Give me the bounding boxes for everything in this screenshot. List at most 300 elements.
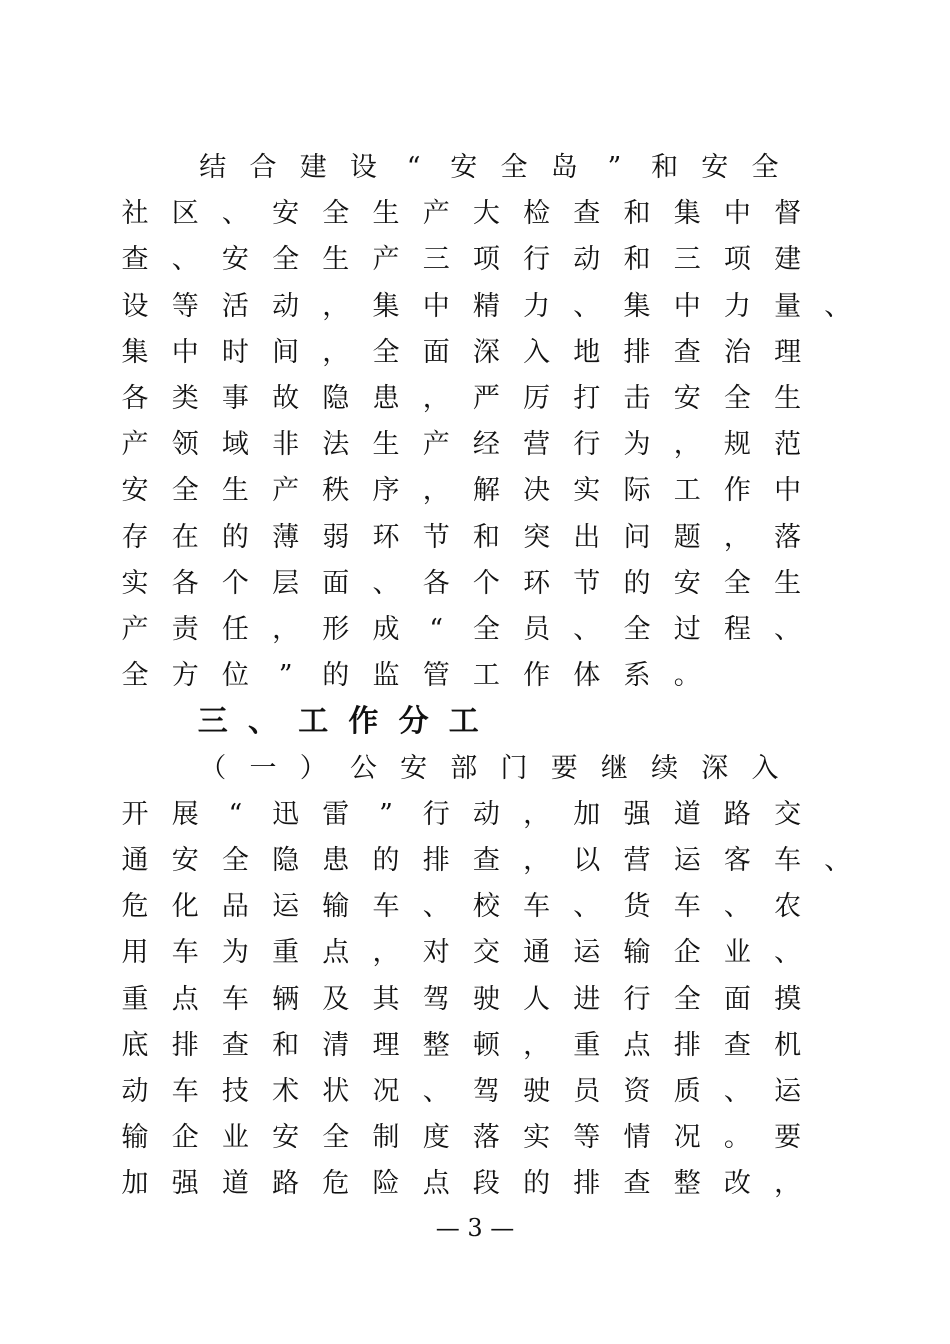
text-char: 各 xyxy=(121,383,149,414)
text-char: ， xyxy=(422,383,450,414)
text-char: 工 xyxy=(298,704,329,740)
text-char: 道 xyxy=(673,798,701,830)
text-char: 层 xyxy=(272,567,300,599)
text-char: 岛 xyxy=(550,152,578,183)
text-char: 术 xyxy=(272,1076,300,1107)
text-char: 任 xyxy=(221,614,249,645)
text-char: 车 xyxy=(171,1076,199,1107)
text-char: 理 xyxy=(774,336,802,368)
text-char: 情 xyxy=(623,1122,651,1154)
text-char: 况 xyxy=(673,1122,701,1154)
text-line xyxy=(0,145,950,191)
text-char: 全 xyxy=(472,614,500,645)
text-char: 品 xyxy=(221,891,249,923)
text-char: 个 xyxy=(221,567,249,599)
text-char: 重 xyxy=(272,937,300,969)
text-char: 运 xyxy=(573,937,601,969)
text-char: 责 xyxy=(171,614,199,645)
text-char: 安 xyxy=(450,152,478,183)
text-char: 排 xyxy=(171,1029,199,1061)
text-char: 况 xyxy=(372,1076,400,1107)
text-line xyxy=(0,515,950,561)
text-char: 等 xyxy=(171,290,199,322)
text-char: 全 xyxy=(322,198,350,230)
text-char: 和 xyxy=(272,1029,300,1061)
text-char: 改 xyxy=(723,1168,751,1200)
text-char: 、 xyxy=(221,198,249,230)
text-char: 全 xyxy=(751,152,779,183)
text-line xyxy=(0,1023,950,1069)
text-char: 安 xyxy=(400,752,428,784)
text-char: 业 xyxy=(723,937,751,969)
text-char: （ xyxy=(199,752,227,784)
text-char: “ xyxy=(429,614,444,645)
text-char: 的 xyxy=(523,1168,551,1200)
text-char: 员 xyxy=(573,1076,601,1107)
text-char: 过 xyxy=(673,614,701,645)
text-char: 员 xyxy=(523,614,551,645)
text-char: 机 xyxy=(774,1029,802,1061)
text-char: 安 xyxy=(272,1122,300,1154)
text-char: 生 xyxy=(322,244,350,276)
text-char: 监 xyxy=(372,660,400,692)
text-char: 路 xyxy=(272,1168,300,1200)
text-char: 车 xyxy=(372,891,400,923)
text-char: 、 xyxy=(422,891,450,923)
text-char: 的 xyxy=(221,521,249,553)
text-char: 和 xyxy=(651,152,679,183)
text-char: 一 xyxy=(249,752,277,784)
text-char: 公 xyxy=(349,752,377,784)
text-char: 全 xyxy=(171,475,199,507)
text-char: 环 xyxy=(372,521,400,553)
text-char: 建 xyxy=(299,152,327,183)
text-char: 节 xyxy=(422,521,450,553)
text-char: 化 xyxy=(171,891,199,923)
text-char: 力 xyxy=(723,290,751,322)
text-char: 道 xyxy=(221,1168,249,1200)
page-number: — 3 — xyxy=(435,1214,515,1242)
text-char: 动 xyxy=(121,1076,149,1107)
text-char: 整 xyxy=(422,1029,450,1061)
text-char: 位 xyxy=(221,660,249,692)
text-char: 、 xyxy=(248,704,278,740)
text-char: 雷 xyxy=(322,798,350,830)
text-char: 门 xyxy=(500,752,528,784)
text-char: 为 xyxy=(623,429,651,461)
text-char: 校 xyxy=(472,891,500,923)
text-char: 法 xyxy=(322,429,350,461)
text-char: 货 xyxy=(623,891,651,923)
text-char: 的 xyxy=(372,845,400,876)
text-char: 全 xyxy=(500,152,528,183)
text-char: 作 xyxy=(723,475,751,507)
text-char: 运 xyxy=(673,845,701,876)
text-char: 突 xyxy=(523,521,551,553)
text-char: 输 xyxy=(121,1122,149,1154)
text-char: ， xyxy=(322,290,350,322)
text-char: 领 xyxy=(171,429,199,461)
text-char: 工 xyxy=(673,475,701,507)
text-char: 行 xyxy=(623,983,651,1015)
text-char: 行 xyxy=(523,244,551,276)
text-char: 、 xyxy=(573,891,601,923)
text-char: 、 xyxy=(422,1076,450,1107)
text-char: 加 xyxy=(121,1168,149,1200)
text-char: 技 xyxy=(221,1076,249,1107)
text-char: 客 xyxy=(723,845,751,876)
text-char: 农 xyxy=(774,891,802,923)
text-char: 打 xyxy=(573,383,601,414)
text-char: 运 xyxy=(272,891,300,923)
text-char: 程 xyxy=(723,614,751,645)
text-char: 区 xyxy=(171,198,199,230)
text-char: 面 xyxy=(723,983,751,1015)
text-char: 面 xyxy=(322,567,350,599)
text-char: 类 xyxy=(171,383,199,414)
text-char: 薄 xyxy=(272,521,300,553)
text-line xyxy=(0,792,950,838)
text-char: 社 xyxy=(121,198,149,230)
text-char: 安 xyxy=(673,567,701,599)
text-char: 的 xyxy=(322,660,350,692)
text-line xyxy=(0,1161,950,1207)
text-char: 落 xyxy=(472,1122,500,1154)
text-char: 中 xyxy=(673,290,701,322)
text-char: ， xyxy=(774,1168,802,1200)
text-char: 生 xyxy=(372,429,400,461)
text-char: 合 xyxy=(249,152,277,183)
text-char: 车 xyxy=(171,937,199,969)
text-char: 中 xyxy=(171,336,199,368)
text-line xyxy=(0,422,950,468)
text-char: 产 xyxy=(422,198,450,230)
text-char: 点 xyxy=(623,1029,651,1061)
text-char: “ xyxy=(228,798,243,830)
text-char: 建 xyxy=(774,244,802,276)
text-char: 通 xyxy=(121,845,149,876)
text-line xyxy=(0,376,950,422)
text-char: 查 xyxy=(723,1029,751,1061)
text-char: 运 xyxy=(774,1076,802,1107)
text-line xyxy=(0,838,950,884)
text-char: 间 xyxy=(272,336,300,368)
text-char: 入 xyxy=(751,752,779,784)
text-char: 集 xyxy=(372,290,400,322)
text-char: 际 xyxy=(623,475,651,507)
text-char: 。 xyxy=(673,660,701,692)
text-char: ” xyxy=(278,660,293,692)
text-line xyxy=(0,330,950,376)
text-char: 地 xyxy=(573,336,601,368)
text-char: 集 xyxy=(623,290,651,322)
text-char: 驶 xyxy=(523,1076,551,1107)
text-char: 落 xyxy=(774,521,802,553)
text-char: 设 xyxy=(121,290,149,322)
text-char: 各 xyxy=(422,567,450,599)
text-char: 交 xyxy=(472,937,500,969)
text-char: 排 xyxy=(422,845,450,876)
text-char: 击 xyxy=(623,383,651,414)
text-char: 点 xyxy=(171,983,199,1015)
text-char: 域 xyxy=(221,429,249,461)
text-char: 点 xyxy=(322,937,350,969)
text-char: 进 xyxy=(573,983,601,1015)
text-char: 、 xyxy=(171,244,199,276)
text-char: 时 xyxy=(221,336,249,368)
text-char: 车 xyxy=(673,891,701,923)
text-char: 范 xyxy=(774,429,802,461)
text-char: 个 xyxy=(472,567,500,599)
text-char: 动 xyxy=(472,798,500,830)
text-char: 三 xyxy=(422,244,450,276)
text-char: 车 xyxy=(221,983,249,1015)
text-char: 全 xyxy=(272,244,300,276)
text-char: “ xyxy=(406,152,421,183)
text-char: 续 xyxy=(651,752,679,784)
text-char: 集 xyxy=(121,336,149,368)
text-char: 动 xyxy=(573,244,601,276)
text-char: 活 xyxy=(221,290,249,322)
text-char: 三 xyxy=(673,244,701,276)
text-char: 环 xyxy=(523,567,551,599)
text-char: 全 xyxy=(673,983,701,1015)
text-char: 隐 xyxy=(322,383,350,414)
text-line xyxy=(0,746,950,792)
text-char: ” xyxy=(607,152,622,183)
text-char: 检 xyxy=(523,198,551,230)
text-char: 营 xyxy=(523,429,551,461)
text-char: 度 xyxy=(422,1122,450,1154)
text-char: 系 xyxy=(623,660,651,692)
text-char: 成 xyxy=(372,614,400,645)
text-char: 展 xyxy=(171,798,199,830)
text-char: 车 xyxy=(774,845,802,876)
text-char: 分 xyxy=(398,704,429,740)
text-char: 精 xyxy=(472,290,500,322)
text-char: 题 xyxy=(673,521,701,553)
text-char: 状 xyxy=(322,1076,350,1107)
text-line xyxy=(0,468,950,514)
text-char: 顿 xyxy=(472,1029,500,1061)
text-char: 排 xyxy=(573,1168,601,1200)
text-char: 辆 xyxy=(272,983,300,1015)
text-char: 及 xyxy=(322,983,350,1015)
text-char: 迅 xyxy=(272,798,300,830)
text-char: 弱 xyxy=(322,521,350,553)
text-char: 理 xyxy=(372,1029,400,1061)
text-char: 安 xyxy=(221,244,249,276)
text-char: 生 xyxy=(221,475,249,507)
text-char: 输 xyxy=(623,937,651,969)
text-char: 设 xyxy=(349,152,377,183)
text-line xyxy=(0,1069,950,1115)
text-char: 节 xyxy=(573,567,601,599)
text-char: 继 xyxy=(600,752,628,784)
text-char: 生 xyxy=(774,567,802,599)
text-line xyxy=(0,561,950,607)
text-char: 全 xyxy=(322,1122,350,1154)
text-char: ， xyxy=(372,937,400,969)
text-char: 摸 xyxy=(774,983,802,1015)
text-char: 量 xyxy=(774,290,802,322)
text-char: 对 xyxy=(422,937,450,969)
text-char: 行 xyxy=(573,429,601,461)
text-char: 生 xyxy=(774,383,802,414)
text-char: 业 xyxy=(221,1122,249,1154)
text-char: 安 xyxy=(171,845,199,876)
text-char: 动 xyxy=(272,290,300,322)
text-char: 在 xyxy=(171,521,199,553)
text-char: 规 xyxy=(723,429,751,461)
text-char: 安 xyxy=(272,198,300,230)
text-line xyxy=(0,977,950,1023)
text-char: 方 xyxy=(171,660,199,692)
text-char: 营 xyxy=(623,845,651,876)
text-char: 人 xyxy=(523,983,551,1015)
text-char: 驾 xyxy=(422,983,450,1015)
text-char: 隐 xyxy=(272,845,300,876)
text-char: 三 xyxy=(197,704,228,740)
text-char: 和 xyxy=(623,244,651,276)
text-char: 驶 xyxy=(472,983,500,1015)
text-char: 全 xyxy=(623,614,651,645)
text-char: 为 xyxy=(221,937,249,969)
text-char: 安 xyxy=(121,475,149,507)
text-char: ） xyxy=(299,752,327,784)
text-char: 中 xyxy=(774,475,802,507)
text-char: 安 xyxy=(701,152,729,183)
text-char: 驾 xyxy=(472,1076,500,1107)
text-char: 危 xyxy=(322,1168,350,1200)
text-char: 作 xyxy=(348,704,379,740)
text-char: 中 xyxy=(422,290,450,322)
text-char: 厉 xyxy=(523,383,551,414)
text-char: 排 xyxy=(623,336,651,368)
text-char: 部 xyxy=(450,752,478,784)
text-char: 序 xyxy=(372,475,400,507)
text-char: 力 xyxy=(523,290,551,322)
text-char: 工 xyxy=(472,660,500,692)
text-char: 用 xyxy=(121,937,149,969)
text-char: 全 xyxy=(723,383,751,414)
text-char: 、 xyxy=(723,1076,751,1107)
text-char: 查 xyxy=(472,845,500,876)
text-char: 危 xyxy=(121,891,149,923)
text-char: 全 xyxy=(372,336,400,368)
text-char: 实 xyxy=(573,475,601,507)
text-char: 重 xyxy=(121,983,149,1015)
text-char: 、 xyxy=(372,567,400,599)
text-char: 中 xyxy=(723,198,751,230)
text-char: 秩 xyxy=(322,475,350,507)
text-char: 全 xyxy=(221,845,249,876)
text-char: 企 xyxy=(171,1122,199,1154)
text-char: ” xyxy=(379,798,393,830)
text-char: 路 xyxy=(723,798,751,830)
text-char: 制 xyxy=(372,1122,400,1154)
text-char: 入 xyxy=(523,336,551,368)
text-line xyxy=(0,191,950,237)
text-char: 生 xyxy=(372,198,400,230)
text-char: 存 xyxy=(121,521,149,553)
text-char: 查 xyxy=(673,336,701,368)
text-line xyxy=(0,284,950,330)
text-char: 开 xyxy=(121,798,149,830)
text-char: 点 xyxy=(422,1168,450,1200)
text-char: ， xyxy=(272,614,300,645)
text-char: 结 xyxy=(199,152,227,183)
text-char: 全 xyxy=(121,660,149,692)
text-char: 排 xyxy=(673,1029,701,1061)
text-char: 、 xyxy=(824,290,852,322)
text-char: ， xyxy=(523,798,551,830)
text-char: 通 xyxy=(523,937,551,969)
text-char: 面 xyxy=(422,336,450,368)
text-char: 非 xyxy=(272,429,300,461)
text-char: 加 xyxy=(573,798,601,830)
text-char: 产 xyxy=(372,244,400,276)
text-char: 全 xyxy=(723,567,751,599)
text-char: 强 xyxy=(171,1168,199,1200)
text-char: 问 xyxy=(623,521,651,553)
text-char: 体 xyxy=(573,660,601,692)
text-char: 产 xyxy=(121,614,149,645)
text-line xyxy=(0,237,950,283)
text-line xyxy=(0,930,950,976)
text-char: 和 xyxy=(472,521,500,553)
text-char: 产 xyxy=(272,475,300,507)
text-char: 决 xyxy=(523,475,551,507)
text-char: 作 xyxy=(523,660,551,692)
text-char: ， xyxy=(673,429,701,461)
text-char: 、 xyxy=(774,614,802,645)
text-char: 要 xyxy=(774,1122,802,1154)
text-char: 行 xyxy=(422,798,450,830)
text-char: 和 xyxy=(623,198,651,230)
text-line xyxy=(0,607,950,653)
text-char: 督 xyxy=(774,198,802,230)
text-char: 、 xyxy=(573,290,601,322)
text-char: 段 xyxy=(472,1168,500,1200)
text-char: 等 xyxy=(573,1122,601,1154)
text-char: 要 xyxy=(550,752,578,784)
text-char: 解 xyxy=(472,475,500,507)
text-char: 实 xyxy=(523,1122,551,1154)
text-char: 质 xyxy=(673,1076,701,1107)
text-char: 底 xyxy=(121,1029,149,1061)
text-char: 输 xyxy=(322,891,350,923)
text-char: 深 xyxy=(472,336,500,368)
text-char: 以 xyxy=(573,845,601,876)
text-char: 实 xyxy=(121,567,149,599)
text-char: 车 xyxy=(523,891,551,923)
text-char: 产 xyxy=(422,429,450,461)
text-char: 经 xyxy=(472,429,500,461)
text-char: 其 xyxy=(372,983,400,1015)
text-char: 、 xyxy=(573,614,601,645)
text-char: 。 xyxy=(723,1122,751,1154)
text-char: 险 xyxy=(372,1168,400,1200)
text-char: 故 xyxy=(272,383,300,414)
text-char: 项 xyxy=(723,244,751,276)
section-heading xyxy=(0,699,950,745)
text-char: 查 xyxy=(623,1168,651,1200)
text-line xyxy=(0,1115,950,1161)
text-char: 患 xyxy=(372,383,400,414)
text-char: 交 xyxy=(774,798,802,830)
text-char: 查 xyxy=(121,244,149,276)
